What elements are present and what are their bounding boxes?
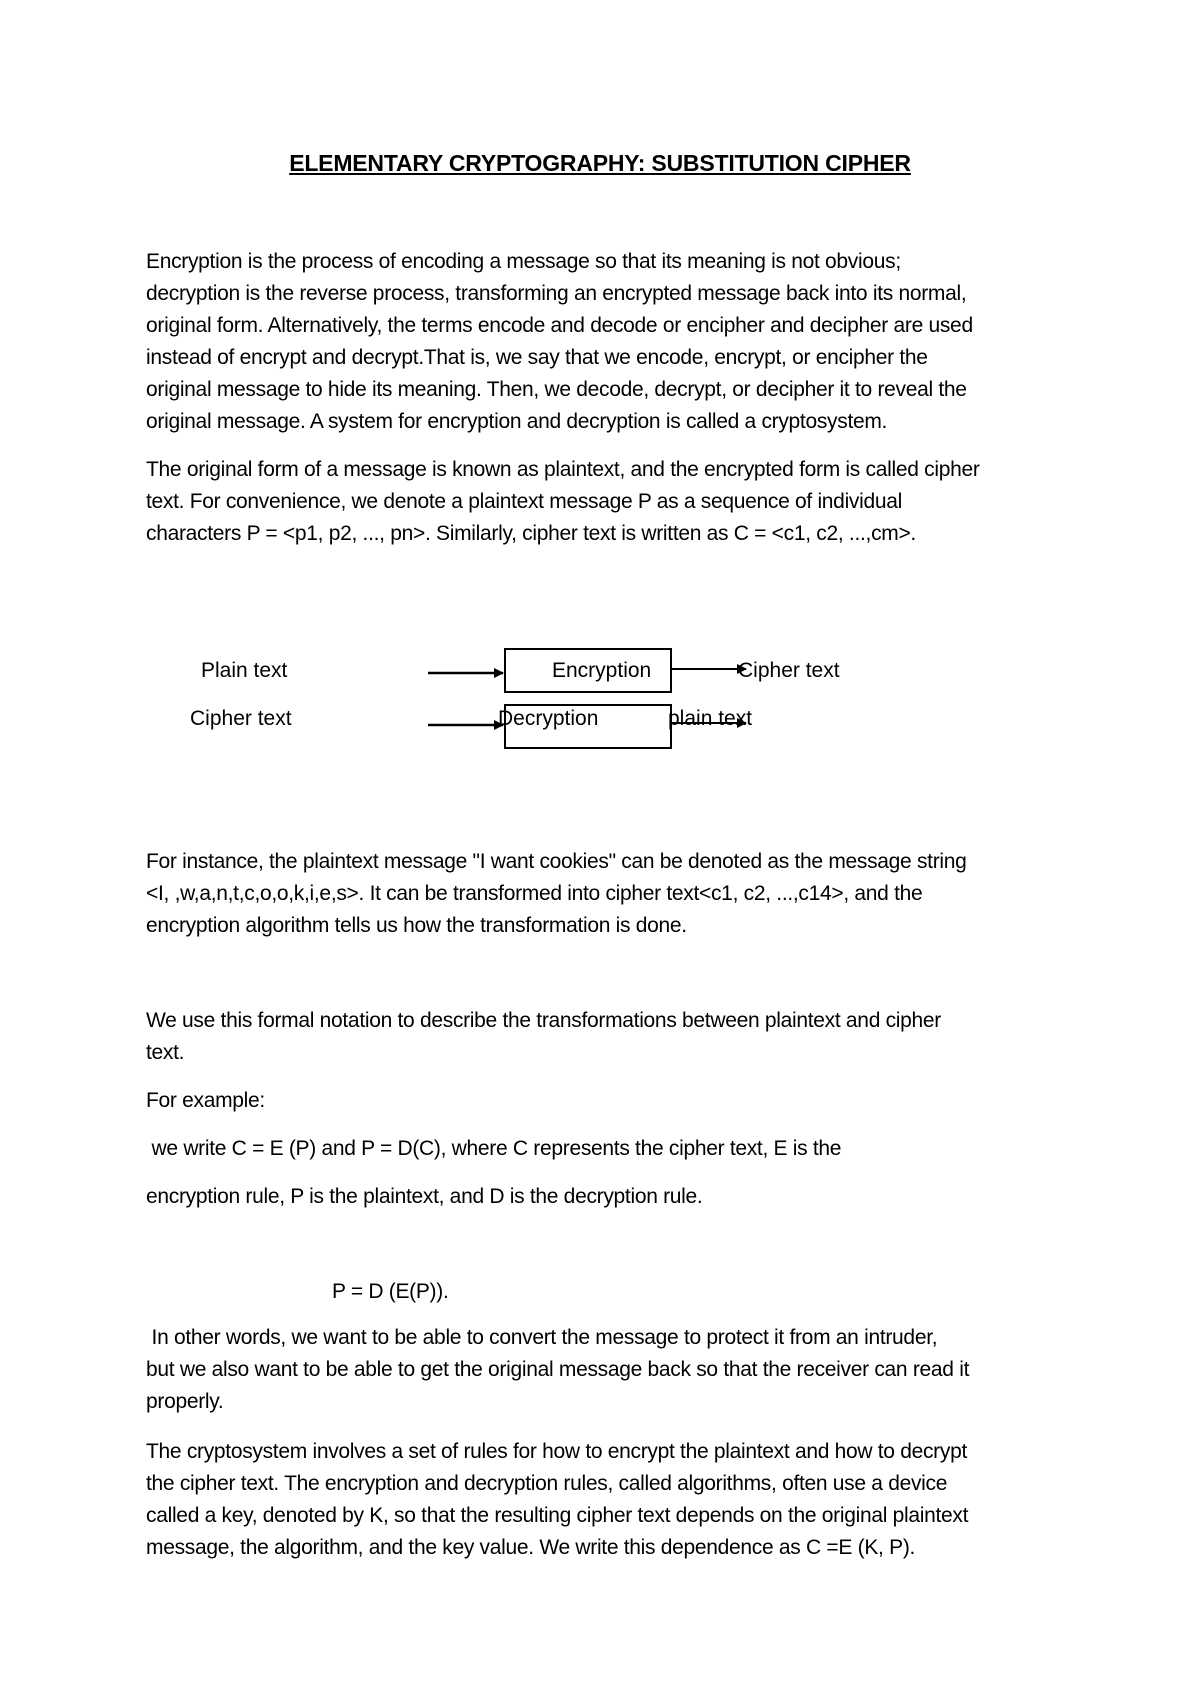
notation-paragraph: [146, 454, 1076, 550]
other-words-line: but we also want to be able to get the original message back so that the receiver can read it: [146, 1358, 970, 1381]
example-line-2-text: encryption rule, P is the plaintext, and D is the decryption rule.: [146, 1185, 703, 1208]
instance-line: <I, ,w,a,n,t,c,o,o,k,i,e,s>. It can be transformed into cipher text<c1, c2, ...,c14>, and the: [146, 882, 923, 905]
other-words-paragraph: [146, 1322, 1076, 1418]
example-line-1-text: we write C = E (P) and P = D(C), where C represents the cipher text, E is the: [146, 1137, 842, 1160]
intro-line: Encryption is the process of encoding a message so that its meaning is not obvious;: [146, 250, 901, 273]
decryption-box-label: Decryption: [498, 707, 599, 730]
diagram-row1-input: Plain text: [201, 659, 288, 682]
instance-line: For instance, the plaintext message "I want cookies" can be denoted as the message string: [146, 850, 967, 873]
cryptosystem-line: called a key, denoted by K, so that the resulting cipher text depends on the original plaintext: [146, 1504, 969, 1527]
intro-line: original message to hide its meaning. Then, we decode, decrypt, or decipher it to reveal the: [146, 378, 967, 401]
document-title: ELEMENTARY CRYPTOGRAPHY: SUBSTITUTION CIPHER: [289, 150, 911, 176]
intro-paragraph: [146, 246, 1076, 438]
instance-line: encryption algorithm tells us how the transformation is done.: [146, 914, 687, 937]
diagram-row2-input: Cipher text: [190, 707, 292, 730]
cryptosystem-line: message, the algorithm, and the key value. We write this dependence as C =E (K, P).: [146, 1536, 916, 1559]
intro-line: original message. A system for encryption and decryption is called a cryptosystem.: [146, 410, 888, 433]
formal-paragraph: [146, 1005, 1076, 1069]
formal-line: text.: [146, 1041, 185, 1064]
equation-text: P = D (E(P)).: [332, 1280, 449, 1303]
other-words-line: properly.: [146, 1390, 224, 1413]
example-label: [146, 1085, 1076, 1117]
cryptosystem-line: The cryptosystem involves a set of rules for how to encrypt the plaintext and how to decrypt: [146, 1440, 967, 1463]
intro-line: original form. Alternatively, the terms encode and decode or encipher and decipher are used: [146, 314, 973, 337]
example-line-1: [146, 1133, 1076, 1165]
instance-paragraph: [146, 846, 1076, 942]
example-line-2: [146, 1181, 1076, 1213]
intro-line: instead of encrypt and decrypt.That is, we say that we encode, encrypt, or encipher the: [146, 346, 928, 369]
cryptosystem-paragraph: [146, 1436, 1076, 1564]
example-label-text: For example:: [146, 1089, 265, 1112]
formal-line: We use this formal notation to describe the transformations between plaintext and cipher: [146, 1009, 942, 1032]
encryption-box-label: Encryption: [552, 659, 652, 682]
diagram-row2-output: plain text: [668, 707, 753, 730]
diagram-row1-output: Cipher text: [738, 659, 840, 682]
other-words-line: In other words, we want to be able to convert the message to protect it from an intruder,: [146, 1326, 938, 1349]
notation-line: The original form of a message is known as plaintext, and the encrypted form is called cipher: [146, 458, 980, 481]
equation: [332, 1276, 1200, 1308]
notation-line: text. For convenience, we denote a plaintext message P as a sequence of individual: [146, 490, 903, 513]
cryptosystem-line: the cipher text. The encryption and decryption rules, called algorithms, often use a device: [146, 1472, 948, 1495]
notation-line: characters P = <p1, p2, ..., pn>. Similarly, cipher text is written as C = <c1, c2, ...,cm>.: [146, 522, 916, 545]
intro-line: decryption is the reverse process, transforming an encrypted message back into its normal,: [146, 282, 967, 305]
